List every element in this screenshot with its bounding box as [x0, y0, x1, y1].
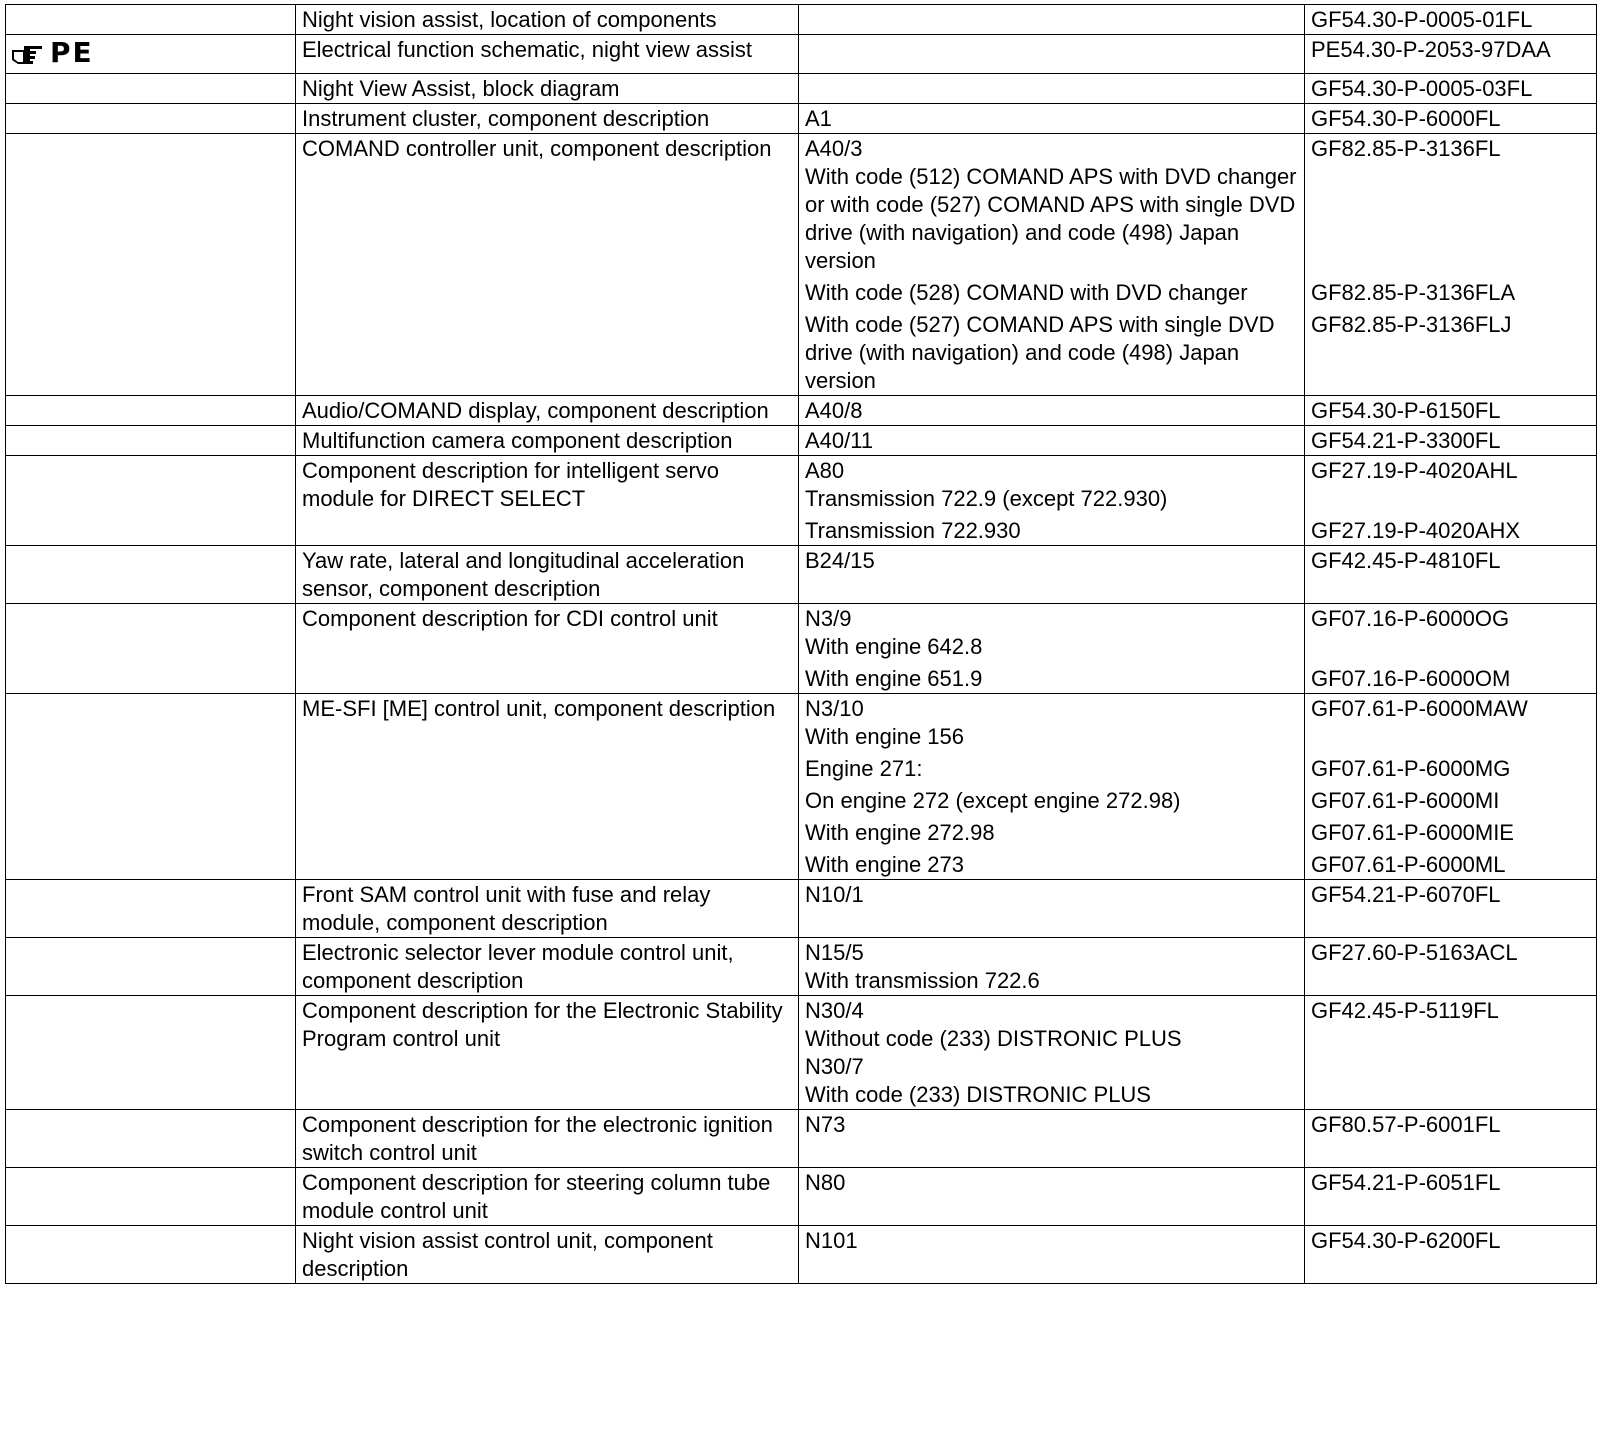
document-number-cell: [1305, 104, 1597, 134]
document-number: GF54.30-P-0005-01FL: [1311, 7, 1533, 32]
reference-cell: [799, 604, 1305, 694]
title-cell: [296, 35, 799, 74]
document-title: Multifunction camera component description: [302, 428, 733, 453]
document-number: GF54.30-P-6000FL: [1311, 106, 1501, 131]
document-number: GF07.61-P-6000MG: [1311, 756, 1511, 781]
document-title: Component description for steering column tube module control unit: [302, 1170, 771, 1223]
table-row: [6, 880, 1597, 938]
table-row: [6, 604, 1597, 694]
document-title: Component description for intelligent servo module for DIRECT SELECT: [302, 458, 720, 511]
table-row: [6, 456, 1597, 546]
table-row: [6, 74, 1597, 104]
reference-text: N101: [805, 1228, 858, 1253]
reference-cell: [799, 880, 1305, 938]
document-number: GF07.61-P-6000MIE: [1311, 820, 1514, 845]
reference-text: N80: [805, 1170, 846, 1195]
title-cell: [296, 938, 799, 996]
title-cell: [296, 880, 799, 938]
table-row: [6, 1226, 1597, 1284]
title-cell: [296, 1226, 799, 1284]
document-title: ME-SFI [ME] control unit, component description: [302, 696, 776, 721]
document-number: GF54.30-P-6200FL: [1311, 1228, 1501, 1253]
title-cell: [296, 1168, 799, 1226]
document-title: Yaw rate, lateral and longitudinal acceleration sensor, component description: [302, 548, 745, 601]
title-cell: [296, 996, 799, 1110]
document-number-cell: [1305, 938, 1597, 996]
title-cell: [296, 74, 799, 104]
reference-cell: [799, 426, 1305, 456]
document-number-cell: [1305, 134, 1597, 396]
title-cell: [296, 456, 799, 546]
reference-cell: [799, 996, 1305, 1110]
reference-text: A40/11: [805, 428, 874, 453]
document-number: GF82.85-P-3136FL: [1311, 136, 1501, 161]
marker-cell: [6, 604, 296, 694]
document-number-cell: [1305, 74, 1597, 104]
reference-text: A40/8: [805, 398, 863, 423]
marker-cell: [6, 938, 296, 996]
title-cell: [296, 396, 799, 426]
marker-cell: [6, 1168, 296, 1226]
table-row: [6, 1168, 1597, 1226]
marker-cell: [6, 1110, 296, 1168]
reference-text: With code (528) COMAND with DVD changer: [805, 280, 1248, 305]
document-number: GF27.19-P-4020AHL: [1311, 458, 1518, 483]
title-cell: [296, 1110, 799, 1168]
reference-cell: [799, 1168, 1305, 1226]
pe-marker: [10, 36, 94, 69]
document-number-cell: [1305, 604, 1597, 694]
document-number: GF07.61-P-6000MAW: [1311, 696, 1528, 721]
reference-cell: [799, 5, 1305, 35]
reference-cell: [799, 1110, 1305, 1168]
document-number-cell: [1305, 1226, 1597, 1284]
document-number-cell: [1305, 5, 1597, 35]
marker-cell: [6, 1226, 296, 1284]
table-row: [6, 1110, 1597, 1168]
document-title: Electrical function schematic, night view assist: [302, 37, 752, 62]
title-cell: [296, 5, 799, 35]
document-number: GF42.45-P-4810FL: [1311, 548, 1501, 573]
document-number-cell: [1305, 456, 1597, 546]
title-cell: [296, 104, 799, 134]
document-number: GF07.16-P-6000OG: [1311, 606, 1510, 631]
pe-marker-label: PE: [50, 36, 94, 69]
table-row: [6, 104, 1597, 134]
document-number: GF54.30-P-6150FL: [1311, 398, 1501, 423]
document-number-cell: [1305, 546, 1597, 604]
document-title: COMAND controller unit, component description: [302, 136, 772, 161]
document-number: GF07.61-P-6000ML: [1311, 852, 1506, 877]
table-row: [6, 938, 1597, 996]
document-title: Component description for the Electronic Stability Program control unit: [302, 998, 783, 1051]
marker-cell: [6, 134, 296, 396]
marker-cell: [6, 104, 296, 134]
reference-text: N3/10 With engine 156: [805, 696, 964, 749]
marker-cell: [6, 35, 296, 74]
table-row: [6, 35, 1597, 74]
reference-text: N73: [805, 1112, 846, 1137]
reference-cell: [799, 134, 1305, 396]
document-title: Component description for the electronic ignition switch control unit: [302, 1112, 773, 1165]
document-number: GF42.45-P-5119FL: [1311, 998, 1499, 1023]
reference-text: With code (527) COMAND APS with single DVD drive (with navigation) and code (498) Japan version: [805, 312, 1275, 393]
document-number: GF54.21-P-6051FL: [1311, 1170, 1501, 1195]
table-row: [6, 5, 1597, 35]
document-title: Night View Assist, block diagram: [302, 76, 620, 101]
document-number-cell: [1305, 35, 1597, 74]
document-number-cell: [1305, 426, 1597, 456]
reference-text: On engine 272 (except engine 272.98): [805, 788, 1181, 813]
reference-text: With engine 651.9: [805, 666, 983, 691]
table-row: [6, 694, 1597, 880]
document-number: GF82.85-P-3136FLA: [1311, 280, 1516, 305]
reference-cell: [799, 1226, 1305, 1284]
document-title: Night vision assist, location of components: [302, 7, 717, 32]
reference-text: N15/5 With transmission 722.6: [805, 940, 1040, 993]
reference-cell: [799, 456, 1305, 546]
marker-cell: [6, 546, 296, 604]
document-number-cell: [1305, 1110, 1597, 1168]
marker-cell: [6, 426, 296, 456]
document-title: Instrument cluster, component description: [302, 106, 710, 131]
reference-cell: [799, 938, 1305, 996]
document-number: GF54.30-P-0005-03FL: [1311, 76, 1533, 101]
reference-text: A1: [805, 106, 832, 131]
document-number: GF27.19-P-4020AHX: [1311, 518, 1521, 543]
title-cell: [296, 604, 799, 694]
pointing-hand-icon: [10, 40, 44, 66]
table-row: [6, 546, 1597, 604]
table-row: [6, 396, 1597, 426]
document-title: Night vision assist control unit, component description: [302, 1228, 713, 1281]
document-number-cell: [1305, 996, 1597, 1110]
reference-text: N3/9 With engine 642.8: [805, 606, 983, 659]
document-number-cell: [1305, 396, 1597, 426]
document-title: Component description for CDI control unit: [302, 606, 718, 631]
marker-cell: [6, 74, 296, 104]
reference-cell: [799, 546, 1305, 604]
title-cell: [296, 694, 799, 880]
reference-text: N30/4 Without code (233) DISTRONIC PLUS N30/7 With code (233) DISTRONIC PLUS: [805, 998, 1182, 1107]
table-row: [6, 134, 1597, 396]
document-number-cell: [1305, 880, 1597, 938]
reference-text: Engine 271:: [805, 756, 923, 781]
reference-text: Transmission 722.930: [805, 518, 1021, 543]
document-number: GF54.21-P-6070FL: [1311, 882, 1501, 907]
document-title: Front SAM control unit with fuse and relay module, component description: [302, 882, 711, 935]
title-cell: [296, 426, 799, 456]
reference-text: A40/3 With code (512) COMAND APS with DVD changer or with code (527) COMAND APS with single DVD drive (with navigation) and code (498) Japan version: [805, 136, 1297, 273]
document-title: Electronic selector lever module control unit, component description: [302, 940, 734, 993]
reference-text: With engine 273: [805, 852, 964, 877]
marker-cell: [6, 880, 296, 938]
reference-text: N10/1: [805, 882, 864, 907]
document-number: GF80.57-P-6001FL: [1311, 1112, 1501, 1137]
document-title: Audio/COMAND display, component description: [302, 398, 769, 423]
reference-text: A80 Transmission 722.9 (except 722.930): [805, 458, 1168, 511]
marker-cell: [6, 456, 296, 546]
title-cell: [296, 134, 799, 396]
reference-cell: [799, 104, 1305, 134]
document-number: GF27.60-P-5163ACL: [1311, 940, 1518, 965]
document-number: PE54.30-P-2053-97DAA: [1311, 37, 1551, 62]
reference-cell: [799, 35, 1305, 74]
document-number-cell: [1305, 694, 1597, 880]
table-row: [6, 996, 1597, 1110]
marker-cell: [6, 996, 296, 1110]
document-table: [5, 4, 1597, 1284]
reference-text: With engine 272.98: [805, 820, 995, 845]
document-number: GF07.16-P-6000OM: [1311, 666, 1511, 691]
document-number: GF07.61-P-6000MI: [1311, 788, 1500, 813]
reference-cell: [799, 396, 1305, 426]
reference-cell: [799, 694, 1305, 880]
marker-cell: [6, 5, 296, 35]
document-number: GF54.21-P-3300FL: [1311, 428, 1501, 453]
table-row: [6, 426, 1597, 456]
document-number: GF82.85-P-3136FLJ: [1311, 312, 1512, 337]
marker-cell: [6, 396, 296, 426]
reference-text: B24/15: [805, 548, 875, 573]
title-cell: [296, 546, 799, 604]
reference-cell: [799, 74, 1305, 104]
document-number-cell: [1305, 1168, 1597, 1226]
marker-cell: [6, 694, 296, 880]
